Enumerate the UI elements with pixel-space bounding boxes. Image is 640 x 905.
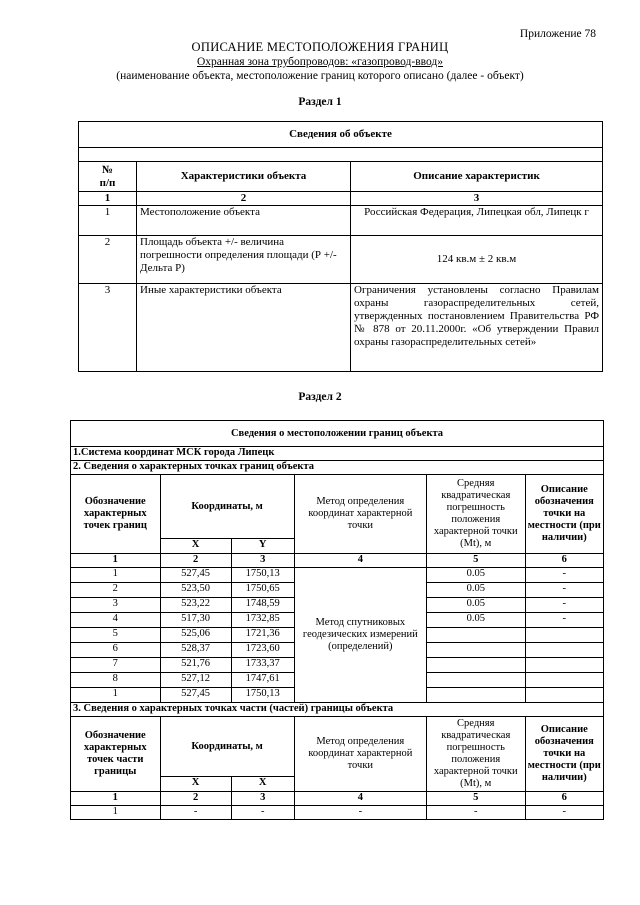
col-header-point: Обозначение характерных точек границ [71,475,161,554]
point-desc [525,658,603,673]
col-header-desc: Описание обозначения точки на местности (при наличии) [525,717,603,792]
index-cell: 2 [160,554,231,568]
point-error: 0.05 [426,598,525,613]
boundary-points-table [70,420,604,820]
object-info-table [78,121,603,372]
index-cell: 3 [351,192,603,206]
point-x: 527,45 [160,568,231,583]
point-number: 5 [71,628,161,643]
point-number: 4 [71,613,161,628]
point-number: 3 [71,598,161,613]
document-title: ОПИСАНИЕ МЕСТОПОЛОЖЕНИЯ ГРАНИЦ [191,40,449,54]
index-cell: 2 [160,792,231,806]
row-description: 124 кв.м ± 2 кв.м [351,236,603,284]
row-description: Российская Федерация, Липецкая обл, Липецк г [351,206,603,236]
point-error: 0.05 [426,613,525,628]
point-desc: - [525,583,603,598]
part-number: 1 [71,806,161,820]
point-x: 523,50 [160,583,231,598]
subsection-heading: 3. Сведения о характерных точках части (частей) границы объекта [71,703,604,717]
row-characteristic: Местоположение объекта [137,206,351,236]
col-header-method: Метод определения координат характерной точки [294,475,426,554]
point-desc: - [525,568,603,583]
part-y: - [231,806,294,820]
section-1-heading: Раздел 1 [298,96,342,108]
point-x: 528,37 [160,643,231,658]
object-name: Охранная зона трубопроводов: «газопровод-ввод» [196,56,444,68]
point-error [426,658,525,673]
coordinate-system: 1.Система координат МСК города Липецк [71,447,604,461]
point-x: 527,45 [160,688,231,703]
col-header-method: Метод определения координат характерной точки [294,717,426,792]
point-y: 1747,61 [231,673,294,688]
col-header-desc: Описание обозначения точки на местности (при наличии) [525,475,603,554]
col-header-x: X [160,539,231,554]
point-number: 7 [71,658,161,673]
point-error [426,688,525,703]
point-y: 1721,36 [231,628,294,643]
blank-row [79,148,603,162]
point-error: 0.05 [426,583,525,598]
row-description: Ограничения установлены согласно Правилам охраны газораспределительных сетей, утвержденных постановлением Правительства РФ № 878 от 20.11.2000г. «Об утверждении Правил охраны газораспределительных сетей» [351,284,603,372]
col-header-error: Средняя квадратическая погрешность положения характерной точки (Mt), м [426,717,525,792]
part-error: - [426,806,525,820]
col-header-number: № п/п [79,162,137,192]
col-header-description: Описание характеристик [351,162,603,192]
col-header-error: Средняя квадратическая погрешность положения характерной точки (Mt), м [426,475,525,554]
point-desc [525,643,603,658]
point-y: 1750,13 [231,688,294,703]
part-method: - [294,806,426,820]
index-cell: 5 [426,554,525,568]
col-header-x: X [160,777,231,792]
table-row [79,284,603,372]
index-cell: 1 [79,192,137,206]
index-cell: 4 [294,792,426,806]
part-desc: - [525,806,603,820]
table-title: Сведения об объекте [79,122,603,148]
col-header-coords: Координаты, м [160,475,294,539]
row-number: 3 [79,284,137,372]
point-x: 521,76 [160,658,231,673]
point-y: 1748,59 [231,598,294,613]
point-number: 6 [71,643,161,658]
index-cell: 3 [231,554,294,568]
table-row [79,236,603,284]
point-number: 2 [71,583,161,598]
row-number: 1 [79,206,137,236]
index-cell: 6 [525,792,603,806]
point-y: 1732,85 [231,613,294,628]
table-title: Сведения о местоположении границ объекта [71,421,604,447]
table-row [71,806,604,820]
col-header-part-point: Обозначение характерных точек части границы [71,717,161,792]
point-number: 8 [71,673,161,688]
point-number: 1 [71,568,161,583]
method-cell: Метод спутниковых геодезических измерений (определений) [294,568,426,703]
index-cell: 4 [294,554,426,568]
point-error [426,643,525,658]
point-y: 1723,60 [231,643,294,658]
section-2-heading: Раздел 2 [298,391,342,403]
point-error [426,673,525,688]
part-x: - [160,806,231,820]
col-header-y: Y [231,539,294,554]
col-header-x2: X [231,777,294,792]
point-desc: - [525,598,603,613]
table-row [79,206,603,236]
index-cell: 3 [231,792,294,806]
point-y: 1750,65 [231,583,294,598]
point-y: 1733,37 [231,658,294,673]
point-desc [525,688,603,703]
index-cell: 5 [426,792,525,806]
point-x: 527,12 [160,673,231,688]
subsection-heading: 2. Сведения о характерных точках границ объекта [71,461,604,475]
point-x: 523,22 [160,598,231,613]
point-number: 1 [71,688,161,703]
appendix-label: Приложение 78 [519,28,596,40]
index-cell: 1 [71,792,161,806]
index-cell: 1 [71,554,161,568]
row-characteristic: Площадь объекта +/- величина погрешности определения площади (Р +/- Дельта Р) [137,236,351,284]
row-characteristic: Иные характеристики объекта [137,284,351,372]
point-desc [525,673,603,688]
point-error: 0.05 [426,568,525,583]
col-header-characteristic: Характеристики объекта [137,162,351,192]
col-header-coords: Координаты, м [160,717,294,777]
index-cell: 6 [525,554,603,568]
row-number: 2 [79,236,137,284]
object-caption: (наименование объекта, местоположение границ которого описано (далее - объект) [116,70,524,82]
point-desc: - [525,613,603,628]
table-row [71,568,604,583]
point-error [426,628,525,643]
point-x: 525,06 [160,628,231,643]
point-x: 517,30 [160,613,231,628]
point-desc [525,628,603,643]
point-y: 1750,13 [231,568,294,583]
index-cell: 2 [137,192,351,206]
